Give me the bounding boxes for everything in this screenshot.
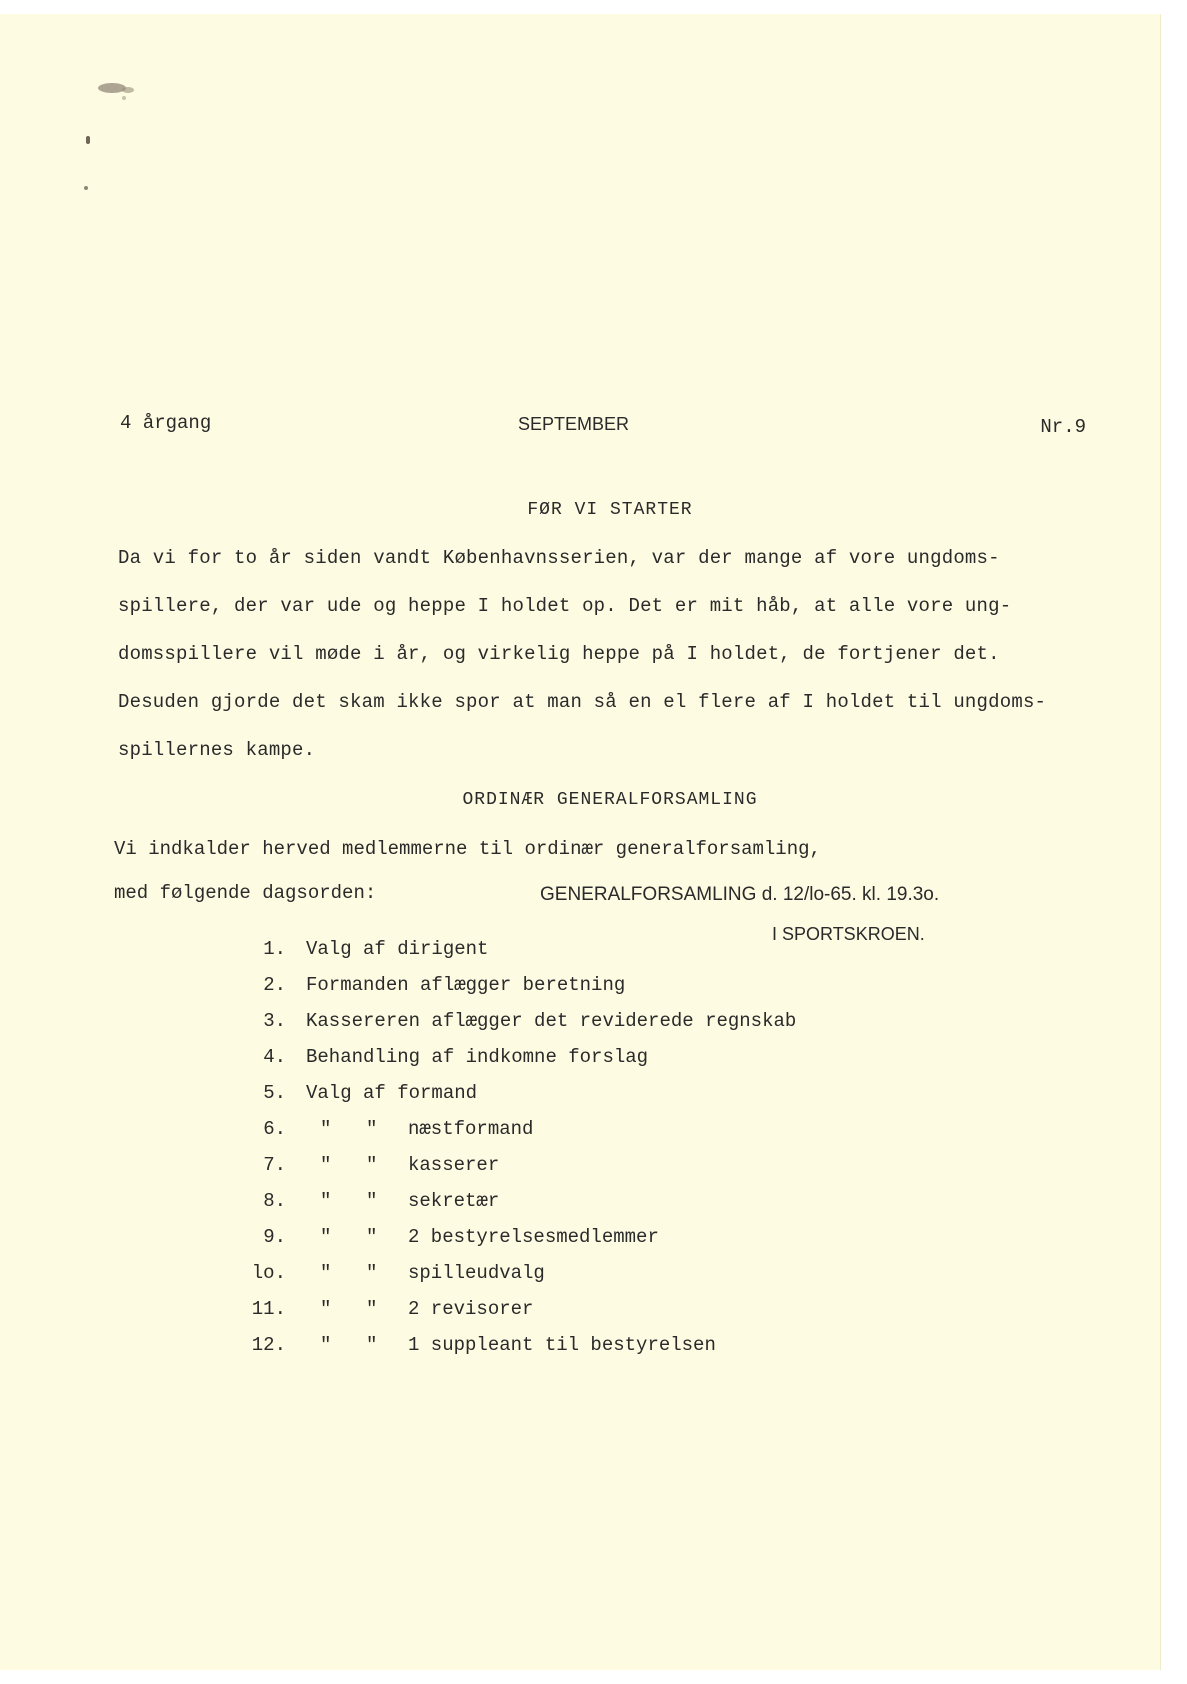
- agenda-text: sekretær: [408, 1190, 500, 1212]
- agenda-text: Behandling af indkomne forslag: [306, 1046, 649, 1068]
- month-label: SEPTEMBER: [518, 414, 630, 434]
- paragraph-line: spillere, der var ude og heppe I holdet op. Det er mit håb, at alle vore ung-: [118, 595, 1012, 617]
- ditto-mark: ": [320, 1298, 332, 1320]
- ditto-mark: ": [320, 1118, 332, 1140]
- agenda-intro: med følgende dagsorden:: [114, 882, 377, 904]
- ditto-mark: ": [366, 1154, 378, 1176]
- ditto-marks: [320, 1298, 390, 1320]
- agenda-number: 11.: [251, 1298, 286, 1320]
- speck: [84, 186, 88, 190]
- invitation-line: Vi indkalder herved medlemmerne til ordinær generalforsamling,: [114, 838, 821, 860]
- agenda-number: 8.: [263, 1190, 286, 1212]
- ditto-marks: [320, 1226, 390, 1248]
- agenda-text: kasserer: [408, 1154, 500, 1176]
- ditto-mark: ": [366, 1262, 378, 1284]
- agenda-number: 5.: [263, 1082, 286, 1104]
- agenda-number: 6.: [263, 1118, 286, 1140]
- agenda-text: 2 bestyrelsesmedlemmer: [408, 1226, 659, 1248]
- ditto-marks: [320, 1154, 390, 1176]
- ink-smudge: [84, 74, 154, 114]
- ditto-mark: ": [320, 1154, 332, 1176]
- ditto-marks: [320, 1334, 390, 1356]
- ditto-mark: ": [366, 1298, 378, 1320]
- agenda-number: 3.: [263, 1010, 286, 1032]
- volume-label: 4 årgang: [120, 412, 212, 434]
- ditto-marks: [320, 1190, 390, 1212]
- agenda-text: 2 revisorer: [408, 1298, 534, 1320]
- section-title-meeting: ORDINÆR GENERALFORSAMLING: [462, 790, 758, 810]
- ditto-marks: [320, 1118, 390, 1140]
- agenda-number: 12.: [251, 1334, 286, 1356]
- paragraph-line: Da vi for to år siden vandt Københavnsserien, var der mange af vore ungdoms-: [118, 547, 1000, 569]
- agenda-text: Formanden aflægger beretning: [306, 974, 626, 996]
- agenda-text: Kassereren aflægger det reviderede regnskab: [306, 1010, 797, 1032]
- ditto-mark: ": [366, 1334, 378, 1356]
- paragraph-line: Desuden gjorde det skam ikke spor at man så en el flere af I holdet til ungdoms-: [118, 691, 1047, 713]
- agenda-text: Valg af formand: [306, 1082, 478, 1104]
- section-title-start: FØR VI STARTER: [527, 500, 693, 520]
- ditto-marks: [320, 1262, 390, 1284]
- page-header: [120, 412, 1086, 442]
- ditto-mark: ": [366, 1118, 378, 1140]
- ditto-mark: ": [320, 1334, 332, 1356]
- agenda-text: næstformand: [408, 1118, 534, 1140]
- agenda-number: 9.: [263, 1226, 286, 1248]
- ditto-mark: ": [320, 1226, 332, 1248]
- ditto-mark: ": [366, 1190, 378, 1212]
- meeting-venue: I SPORTSKROEN.: [772, 924, 925, 944]
- paragraph-line: domsspillere vil møde i år, og virkelig heppe på I holdet, de fortjener det.: [118, 643, 1000, 665]
- paragraph-line: spillernes kampe.: [118, 739, 316, 761]
- agenda-number: 1.: [263, 938, 286, 960]
- agenda-text: spilleudvalg: [408, 1262, 545, 1284]
- ditto-mark: ": [320, 1190, 332, 1212]
- paper-sheet: [0, 14, 1161, 1670]
- agenda-number: lo.: [251, 1262, 286, 1284]
- intro-paragraph: [118, 534, 1148, 774]
- ditto-mark: ": [320, 1262, 332, 1284]
- ditto-mark: ": [366, 1226, 378, 1248]
- agenda-text: 1 suppleant til bestyrelsen: [408, 1334, 716, 1356]
- meeting-date: GENERALFORSAMLING d. 12/lo-65. kl. 19.3o.: [540, 884, 940, 905]
- speck: [86, 136, 90, 144]
- agenda-number: 7.: [263, 1154, 286, 1176]
- agenda-text: Valg af dirigent: [306, 938, 489, 960]
- agenda-number: 2.: [263, 974, 286, 996]
- agenda-number: 4.: [263, 1046, 286, 1068]
- issue-number: Nr.9: [1040, 416, 1086, 438]
